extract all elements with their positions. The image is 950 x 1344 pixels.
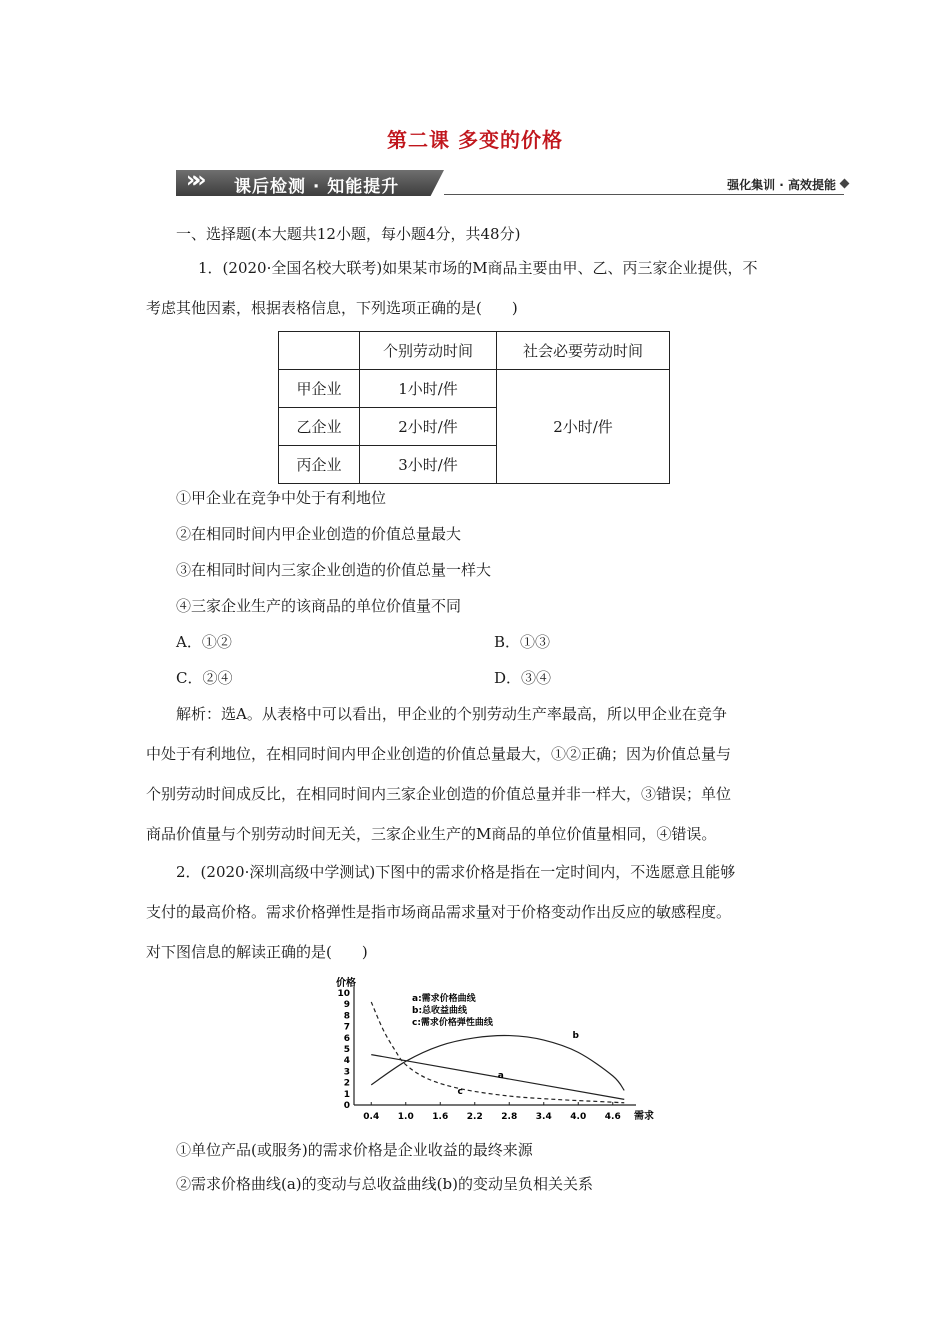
- q1-option-d: D．③④: [494, 669, 552, 687]
- q1-statement: ②在相同时间内甲企业创造的价值总量最大: [176, 525, 462, 543]
- diamond-icon: [840, 179, 850, 189]
- q1-option-a: A．①②: [176, 633, 232, 651]
- y-tick-label: 6: [343, 1033, 350, 1044]
- table-cell: 2小时/件: [360, 408, 497, 446]
- series-c-label: c: [457, 1086, 463, 1097]
- series-c-line: [371, 1002, 624, 1103]
- y-tick-label: 2: [343, 1078, 350, 1089]
- table-cell: 3小时/件: [360, 446, 497, 484]
- table-cell: 甲企业: [279, 370, 360, 408]
- x-tick-label: 1.0: [397, 1112, 414, 1122]
- q1-stem-line1: 1．(2020·全国名校大联考)如果某市场的M商品主要由甲、乙、丙三家企业提供，不: [198, 259, 758, 277]
- table-cell: 乙企业: [279, 408, 360, 446]
- section-heading: 一、选择题(本大题共12小题，每小题4分，共48分): [176, 225, 521, 243]
- q1-analysis-line: 商品价值量与个别劳动时间无关，三家企业生产的M商品的单位价值量相同，④错误。: [146, 825, 717, 843]
- y-tick-label: 4: [343, 1056, 350, 1067]
- q1-statement: ①甲企业在竞争中处于有利地位: [176, 489, 387, 507]
- y-tick-label: 1: [343, 1089, 350, 1100]
- y-tick-label: 7: [343, 1022, 350, 1033]
- series-b-label: b: [572, 1030, 579, 1041]
- q1-table: [278, 331, 670, 484]
- q1-analysis-line: 中处于有利地位，在相同时间内甲企业创造的价值总量最大，①②正确；因为价值总量与: [146, 745, 732, 763]
- q1-option-c: C．②④: [176, 669, 233, 687]
- table-cell: 丙企业: [279, 446, 360, 484]
- x-tick-label: 4.0: [570, 1112, 587, 1122]
- q2-statement: ②需求价格曲线(a)的变动与总收益曲线(b)的变动呈负相关关系: [176, 1175, 593, 1193]
- y-tick-label: 9: [343, 1000, 350, 1011]
- q1-statement: ④三家企业生产的该商品的单位价值量不同: [176, 597, 462, 615]
- q2-stem-line: 2．(2020·深圳高级中学测试)下图中的需求价格是指在一定时间内，不选愿意且能够: [176, 863, 736, 881]
- section-banner: [176, 168, 856, 202]
- table-row: [279, 370, 670, 408]
- q1-stem-line2: 考虑其他因素，根据表格信息，下列选项正确的是( ): [146, 299, 518, 317]
- x-tick-label: 0.4: [363, 1112, 380, 1122]
- table-cell-social: 2小时/件: [497, 370, 670, 484]
- legend-entry: c:需求价格弹性曲线: [412, 1018, 493, 1028]
- q2-statement: ①单位产品(或服务)的需求价格是企业收益的最终来源: [176, 1141, 533, 1159]
- x-tick-label: 4.6: [604, 1112, 621, 1122]
- y-tick-label: 8: [343, 1011, 350, 1022]
- series-a-label: a: [497, 1071, 504, 1082]
- x-tick-label: 2.8: [501, 1112, 518, 1122]
- x-tick-label: 1.6: [432, 1112, 449, 1122]
- legend-entry: a:需求价格曲线: [412, 994, 476, 1004]
- series-b-line: [371, 1035, 624, 1090]
- banner-subtitle: 强化集训 · 高效提能: [727, 178, 836, 192]
- y-tick-label: 0: [343, 1101, 350, 1111]
- demand-chart: [320, 977, 654, 1123]
- x-tick-label: 3.4: [535, 1112, 552, 1122]
- banner-label: 课后检测 · 知能提升: [234, 177, 400, 197]
- double-chevron-icon: »»: [186, 168, 199, 193]
- table-header-cell: 个别劳动时间: [360, 332, 497, 370]
- page-title: 第二课 多变的价格: [387, 128, 563, 152]
- table-header-cell: 社会必要劳动时间: [497, 332, 670, 370]
- y-tick-label: 3: [343, 1067, 350, 1078]
- banner-divider: [444, 194, 844, 195]
- q1-statement: ③在相同时间内三家企业创造的价值总量一样大: [176, 561, 492, 579]
- q1-option-b: B．①③: [494, 633, 551, 651]
- table-header-cell: [279, 332, 360, 370]
- table-cell: 1小时/件: [360, 370, 497, 408]
- q2-stem-line: 支付的最高价格。需求价格弹性是指市场商品需求量对于价格变动作出反应的敏感程度。: [146, 903, 732, 921]
- y-axis-label: 价格: [336, 978, 356, 989]
- q2-stem-line: 对下图信息的解读正确的是( ): [146, 943, 368, 961]
- y-tick-label: 10: [337, 989, 350, 999]
- x-axis-label: 需求: [634, 1111, 654, 1122]
- q1-analysis-line: 个别劳动时间成反比，在相同时间内三家企业创造的价值总量并非一样大，③错误；单位: [146, 785, 732, 803]
- q1-analysis-line: 解析：选A。从表格中可以看出，甲企业的个别劳动生产率最高，所以甲企业在竞争: [176, 705, 727, 723]
- legend-entry: b:总收益曲线: [412, 1006, 468, 1016]
- y-tick-label: 5: [343, 1045, 350, 1055]
- x-tick-label: 2.2: [466, 1112, 483, 1122]
